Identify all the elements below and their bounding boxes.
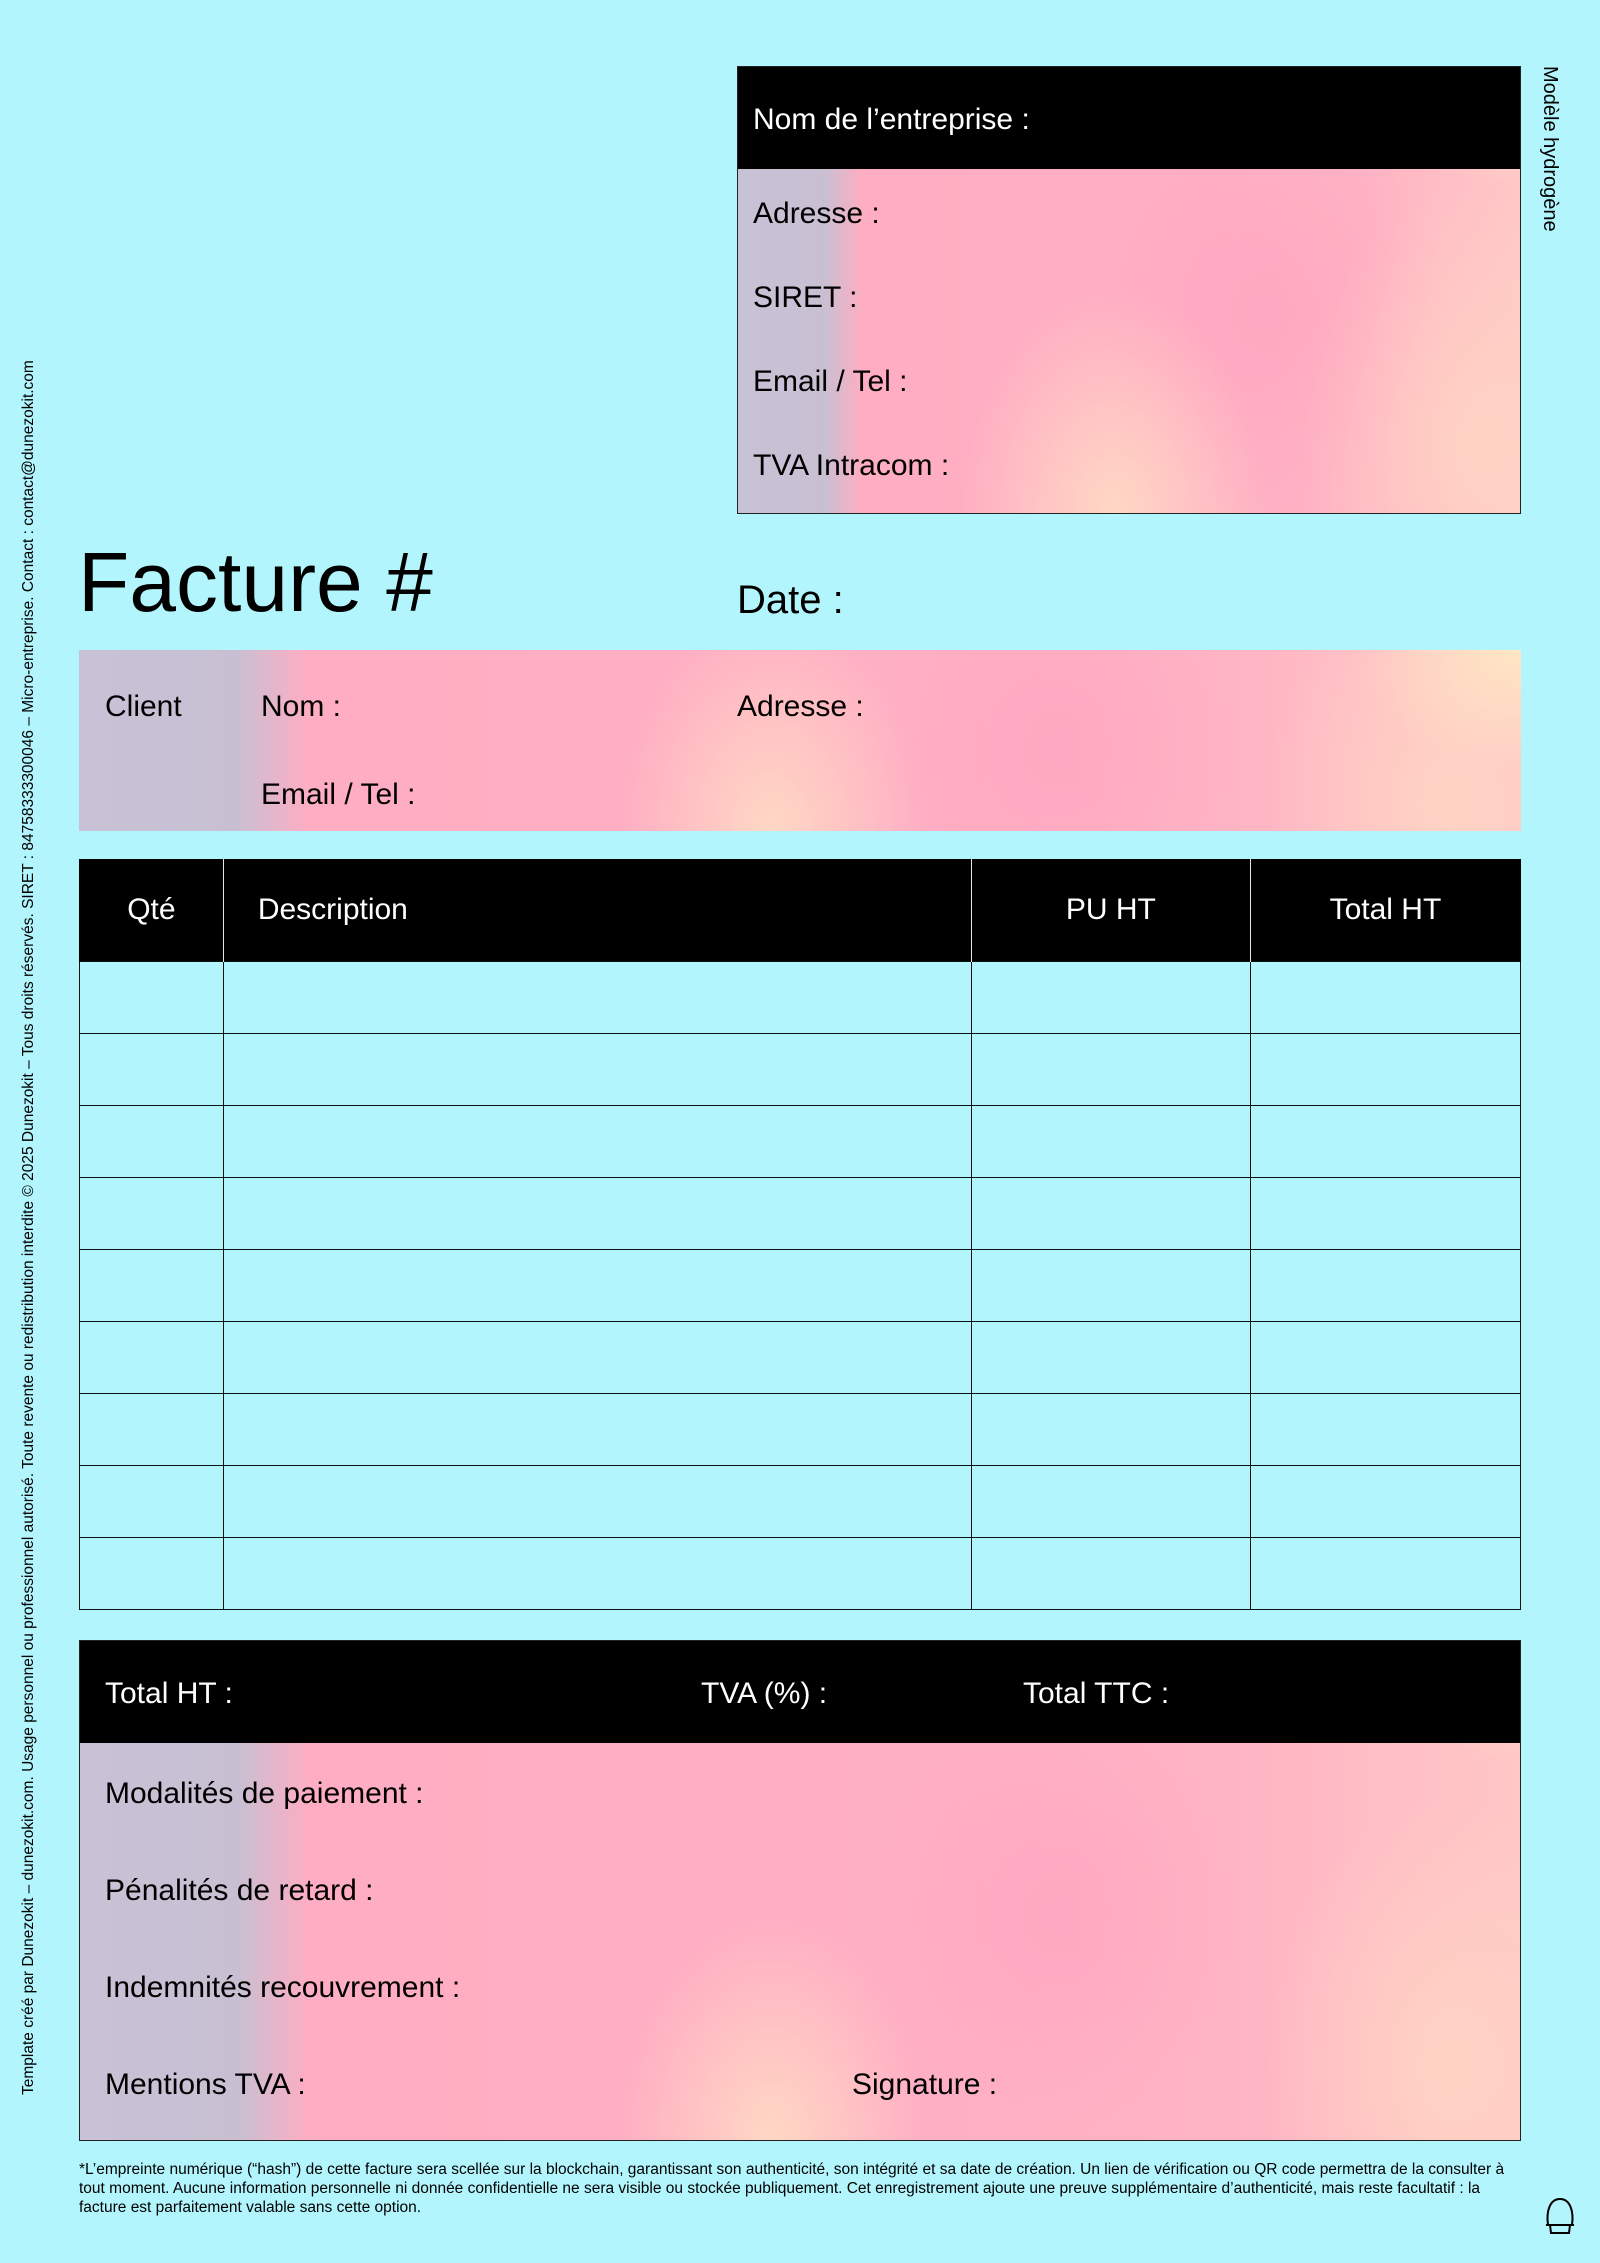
cell-description[interactable] (223, 1178, 971, 1250)
totals-header-bar (80, 1641, 1520, 1743)
table-row (80, 1394, 1521, 1466)
blockchain-footnote: *L’empreinte numérique (“hash”) de cette facture sera scellée sur la blockchain, garantissant son authenticité, son intégrité et sa date de création. Un lien de vérification ou QR code permettra de la consulter à tout moment. Aucune information personnelle ni donnée confidentielle ne sera visible ou stockée publiquement. Cet enregistrement ajoute une preuve supplémentaire d’authenticité, mais reste facultatif : la facture est parfaitement valable sans cette option. (79, 2161, 1505, 2216)
cell-qty[interactable] (80, 1322, 224, 1394)
tva-rate-label[interactable]: TVA (%) : (701, 1677, 828, 1710)
cell-qty[interactable] (80, 1538, 224, 1610)
cell-qty[interactable] (80, 1106, 224, 1178)
company-siret-label[interactable]: SIRET : (753, 281, 858, 314)
cell-unit-price[interactable] (971, 1106, 1250, 1178)
payment-terms-label[interactable]: Modalités de paiement : (105, 1777, 424, 1810)
table-row (80, 1034, 1521, 1106)
cell-description[interactable] (223, 962, 971, 1034)
table-row (80, 1538, 1521, 1610)
table-row (80, 1322, 1521, 1394)
cell-description[interactable] (223, 1106, 971, 1178)
client-address-label[interactable]: Adresse : (737, 690, 864, 723)
cell-total-ht[interactable] (1250, 1322, 1520, 1394)
cell-qty[interactable] (80, 1466, 224, 1538)
copyright-notice: Template créé par Dunezokit – dunezokit.com. Usage personnel ou professionnel autorisé. Toute revente ou redistribution interdite © 2025 Dunezokit – Tous droits réservés. SIRET : 84758333300046 – Micro-entreprise. Contact : contact@dunezokit.com (20, 360, 37, 2095)
client-section-label: Client (105, 690, 182, 723)
cell-unit-price[interactable] (971, 1394, 1250, 1466)
cell-unit-price[interactable] (971, 1538, 1250, 1610)
cell-qty[interactable] (80, 1178, 224, 1250)
line-items-table (79, 859, 1521, 1610)
cell-description[interactable] (223, 1466, 971, 1538)
total-ht-label[interactable]: Total HT : (105, 1677, 233, 1710)
table-row (80, 1466, 1521, 1538)
cell-total-ht[interactable] (1250, 1250, 1520, 1322)
company-address-label[interactable]: Adresse : (753, 197, 880, 230)
late-penalties-label[interactable]: Pénalités de retard : (105, 1874, 374, 1907)
company-header-bar (738, 67, 1520, 169)
cell-qty[interactable] (80, 1394, 224, 1466)
company-tva-label[interactable]: TVA Intracom : (753, 449, 950, 482)
cell-total-ht[interactable] (1250, 1394, 1520, 1466)
cell-unit-price[interactable] (971, 1250, 1250, 1322)
cell-unit-price[interactable] (971, 962, 1250, 1034)
vat-mentions-label[interactable]: Mentions TVA : (105, 2068, 306, 2101)
table-row (80, 1106, 1521, 1178)
column-header-qty: Qté (80, 859, 224, 962)
invoice-title[interactable]: Facture # (78, 535, 433, 629)
table-header-row (80, 859, 1521, 962)
line-items-body (80, 962, 1521, 1610)
cell-total-ht[interactable] (1250, 1106, 1520, 1178)
cell-unit-price[interactable] (971, 1322, 1250, 1394)
cell-unit-price[interactable] (971, 1034, 1250, 1106)
cell-description[interactable] (223, 1394, 971, 1466)
cell-unit-price[interactable] (971, 1466, 1250, 1538)
column-header-description: Description (223, 859, 971, 962)
company-email-tel-label[interactable]: Email / Tel : (753, 365, 908, 398)
total-ttc-label[interactable]: Total TTC : (1023, 1677, 1170, 1710)
cell-description[interactable] (223, 1538, 971, 1610)
invoice-date-label[interactable]: Date : (737, 578, 844, 622)
template-name-label: Modèle hydrogène (1539, 66, 1561, 232)
cell-qty[interactable] (80, 962, 224, 1034)
cell-total-ht[interactable] (1250, 1466, 1520, 1538)
company-name-label[interactable]: Nom de l’entreprise : (753, 103, 1030, 136)
cell-unit-price[interactable] (971, 1178, 1250, 1250)
cell-total-ht[interactable] (1250, 1538, 1520, 1610)
totals-box (79, 1640, 1521, 2141)
column-header-unit-price: PU HT (971, 859, 1250, 962)
signature-label[interactable]: Signature : (852, 2068, 998, 2101)
table-row (80, 962, 1521, 1034)
table-row (80, 1250, 1521, 1322)
cell-description[interactable] (223, 1034, 971, 1106)
cell-total-ht[interactable] (1250, 1178, 1520, 1250)
cell-description[interactable] (223, 1250, 971, 1322)
client-email-tel-label[interactable]: Email / Tel : (261, 778, 416, 811)
cell-total-ht[interactable] (1250, 1034, 1520, 1106)
client-info-box (79, 650, 1521, 831)
recovery-fee-label[interactable]: Indemnités recouvrement : (105, 1971, 461, 2004)
cell-description[interactable] (223, 1322, 971, 1394)
helmet-icon (1542, 2195, 1578, 2237)
cell-total-ht[interactable] (1250, 962, 1520, 1034)
company-info-box (737, 66, 1521, 514)
cell-qty[interactable] (80, 1034, 224, 1106)
column-header-total-ht: Total HT (1250, 859, 1520, 962)
client-name-label[interactable]: Nom : (261, 690, 342, 723)
table-row (80, 1178, 1521, 1250)
cell-qty[interactable] (80, 1250, 224, 1322)
